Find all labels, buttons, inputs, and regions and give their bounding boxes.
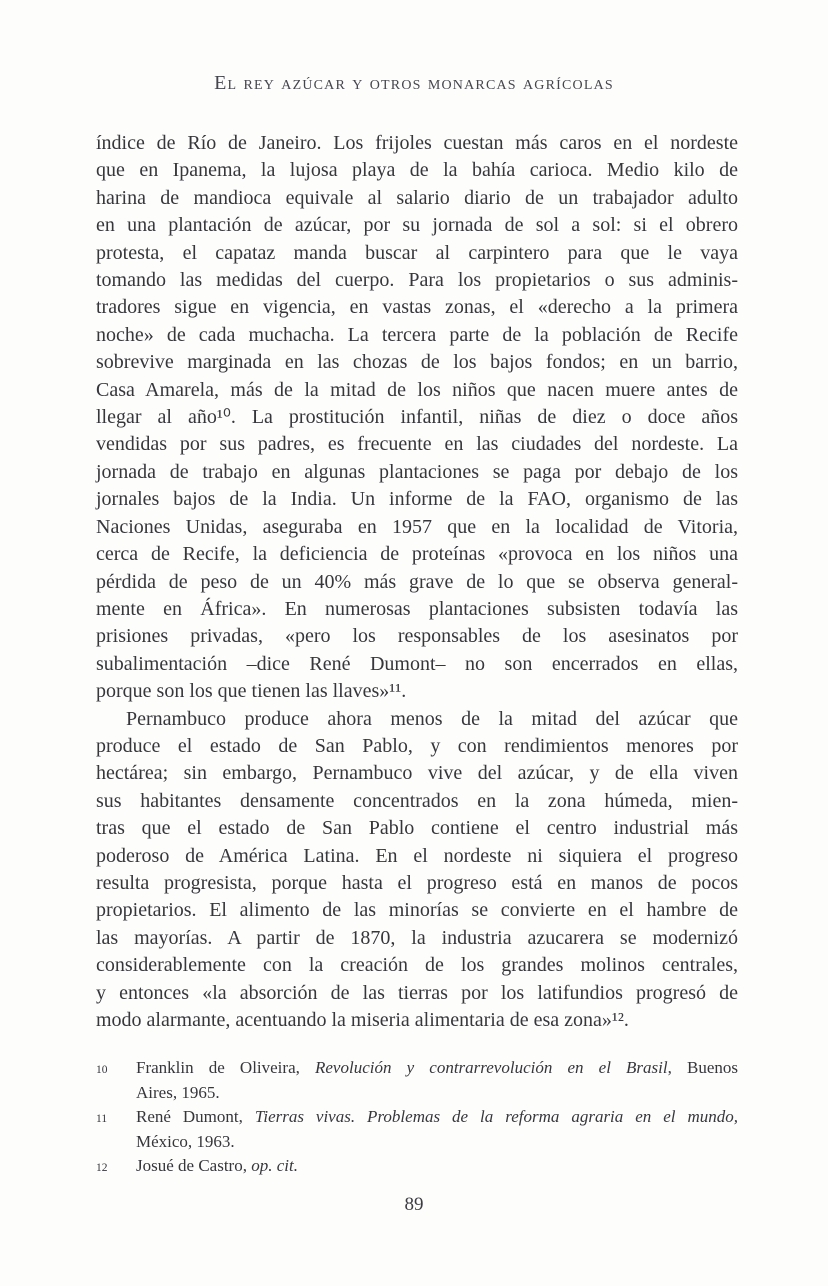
footnote-text <box>136 1154 738 1179</box>
footnotes <box>96 1056 738 1181</box>
text-line: mente en África». En numerosas plantaciones subsisten todavía las <box>96 597 738 620</box>
text-line: subalimentación –dice René Dumont– no son encerrados en ellas, <box>96 652 738 675</box>
text-line: harina de mandioca equivale al salario diario de un trabajador adulto <box>96 186 738 209</box>
text-line: considerablemente con la creación de los grandes molinos centrales, <box>96 954 738 977</box>
footnote-line <box>136 1056 738 1081</box>
text-line: jornales bajos de la India. Un informe de la FAO, organismo de las <box>96 488 738 511</box>
text-line: y entonces «la absorción de las tierras por los latifundios progresó de <box>96 981 738 1004</box>
text-line: índice de Río de Janeiro. Los frijoles cuestan más caros en el nordeste <box>96 132 738 154</box>
text-line: prisiones privadas, «pero los responsables de los asesinatos por <box>96 625 738 648</box>
footnote-text-segment: México, 1963. <box>136 1131 235 1151</box>
text-line: jornada de trabajo en algunas plantaciones se paga por debajo de los <box>96 460 738 483</box>
text-line: Casa Amarela, más de la mitad de los niños que nacen muere antes de <box>96 378 738 401</box>
footnote-line <box>136 1130 738 1155</box>
footnote-text-segment: Franklin de Oliveira, <box>136 1058 315 1077</box>
page-number: 89 <box>404 1194 424 1215</box>
footnote <box>96 1056 738 1105</box>
footnote-title-italic: op. cit. <box>251 1156 298 1176</box>
text-line: porque son los que tienen las llaves»¹¹. <box>96 680 407 703</box>
text-line: protesta, el capataz manda buscar al carpintero para que le vaya <box>96 241 738 264</box>
text-line: tradores sigue en vigencia, en vastas zonas, el «derecho a la primera <box>96 296 738 319</box>
paragraph <box>96 130 738 706</box>
body-text <box>96 130 738 1034</box>
text-line: pérdida de peso de un 40% más grave de lo que se observa general- <box>96 570 738 593</box>
text-line: resulta progresista, porque hasta el progreso está en manos de pocos <box>96 871 738 894</box>
footnote-text-segment: , Buenos <box>667 1058 738 1077</box>
text-line: las mayorías. A partir de 1870, la industria azucarera se modernizó <box>96 926 738 949</box>
text-line: tras que el estado de San Pablo contiene el centro industrial más <box>96 817 738 840</box>
footnote-text-segment: Aires, 1965. <box>136 1082 220 1102</box>
text-line: que en Ipanema, la lujosa playa de la bahía carioca. Medio kilo de <box>96 159 738 182</box>
footnote-number: 10 <box>96 1064 108 1076</box>
footnote-number: 12 <box>96 1162 108 1175</box>
text-line: Naciones Unidas, aseguraba en 1957 que en la localidad de Vitoria, <box>96 515 738 538</box>
footnote <box>96 1105 738 1154</box>
footnote-text-segment: René Dumont, <box>136 1107 255 1127</box>
footnote-line <box>136 1081 738 1106</box>
footnote-text-segment: Josué de Castro, <box>136 1156 252 1176</box>
running-head: El rey azúcar y otros monarcas agrícolas <box>214 72 614 94</box>
paragraph <box>96 706 738 1035</box>
text-line: sus habitantes densamente concentrados en la zona húmeda, mien- <box>96 789 738 812</box>
footnote-title-italic: , <box>733 1107 738 1127</box>
text-line: propietarios. El alimento de las minorías se convierte en el hambre de <box>96 899 738 922</box>
footnote-line <box>136 1105 738 1130</box>
text-line: hectárea; sin embargo, Pernambuco vive del azúcar, y de ella viven <box>96 762 738 785</box>
footnote-title-italic: Revolución y contrarrevolución en el Brasil <box>315 1058 668 1077</box>
footnote-title-italic: Tierras vivas. Problemas de la reforma agraria en el mundo <box>254 1107 734 1127</box>
footnote-text <box>136 1056 738 1105</box>
footnote-text <box>136 1105 738 1154</box>
footnote <box>96 1154 738 1181</box>
text-line: en una plantación de azúcar, por su jornada de sol a sol: si el obrero <box>96 214 738 237</box>
text-line: sobrevive marginada en las chozas de los bajos fondos; en un barrio, <box>96 351 738 374</box>
text-line: cerca de Recife, la deficiencia de proteínas «provoca en los niños una <box>96 543 738 566</box>
text-line: Pernambuco produce ahora menos de la mitad del azúcar que <box>126 707 738 730</box>
text-line: poderoso de América Latina. En el nordeste ni siquiera el progreso <box>96 844 738 867</box>
text-line: vendidas por sus padres, es frecuente en las ciudades del nordeste. La <box>96 433 738 456</box>
text-line: produce el estado de San Pablo, y con rendimientos menores por <box>96 734 738 757</box>
text-line: noche» de cada muchacha. La tercera parte de la población de Recife <box>96 323 738 346</box>
footnote-line <box>136 1154 738 1179</box>
text-line: llegar al año¹⁰. La prostitución infantil, niñas de diez o doce años <box>96 406 738 429</box>
text-line: tomando las medidas del cuerpo. Para los propietarios o sus adminis- <box>96 269 738 292</box>
footnote-number: 11 <box>96 1113 108 1126</box>
text-line: modo alarmante, acentuando la miseria alimentaria de esa zona»¹². <box>96 1009 629 1031</box>
